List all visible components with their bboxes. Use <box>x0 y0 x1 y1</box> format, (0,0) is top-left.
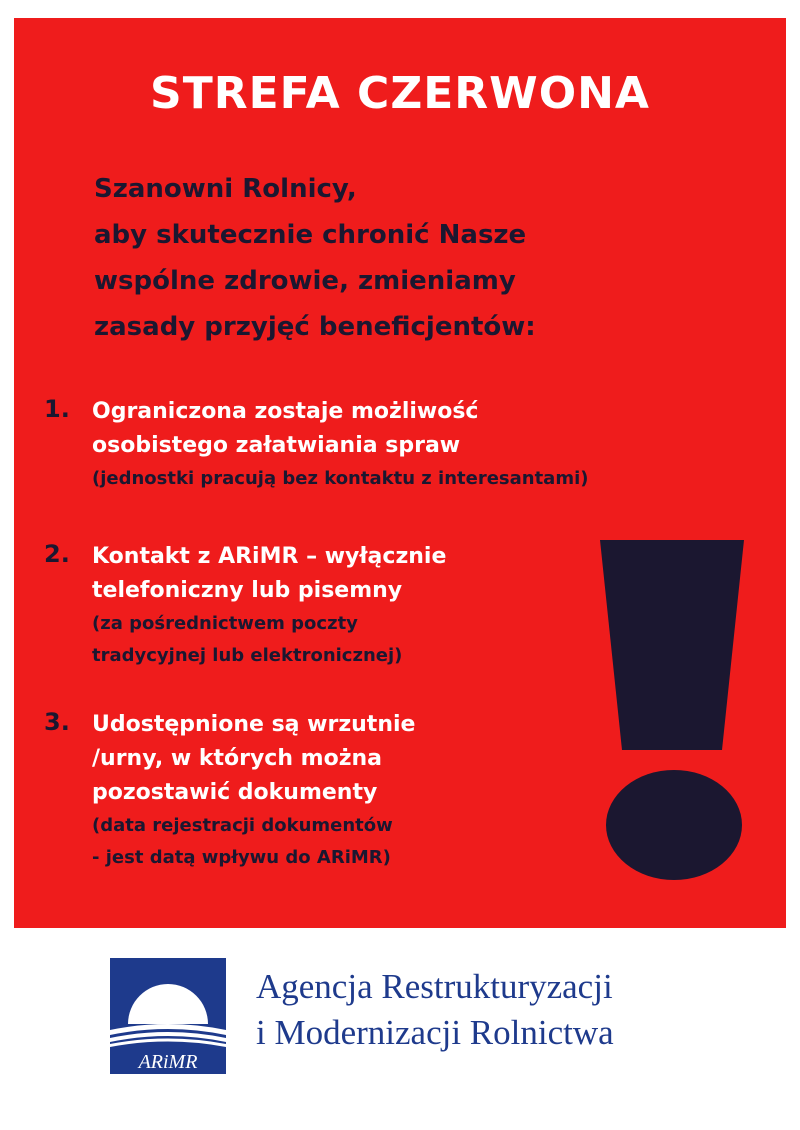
rule-note-line: - jest datą wpływu do ARiMR) <box>92 847 391 868</box>
rule-note-line: (data rejestracji dokumentów <box>92 815 393 836</box>
rule-number: 1. <box>44 395 70 423</box>
red-zone-poster <box>14 18 786 928</box>
rule-main-line: Kontakt z ARiMR – wyłącznie <box>92 544 447 569</box>
exclamation-dot-icon <box>606 770 742 880</box>
rule-number: 3. <box>44 708 70 736</box>
exclamation-mark-icon <box>600 540 744 750</box>
rule-main-line: /urny, w których można <box>92 746 383 771</box>
rule-main-line: Ograniczona zostaje możliwość <box>92 399 479 424</box>
rule-note-line: (za pośrednictwem poczty <box>92 613 358 634</box>
intro-line: zasady przyjęć beneficjentów: <box>94 312 536 342</box>
agency-footer <box>110 958 710 1078</box>
rule-number: 2. <box>44 540 70 568</box>
rule-main-line: Udostępnione są wrzutnie <box>92 712 416 737</box>
intro-line: Szanowni Rolnicy, <box>94 174 357 204</box>
agency-name-line: Agencja Restrukturyzacji <box>256 967 613 1006</box>
rule-note-line: tradycyjnej lub elektronicznej) <box>92 645 403 666</box>
rule-note-line: (jednostki pracują bez kontaktu z interesantami) <box>92 468 589 489</box>
agency-name <box>256 964 614 1056</box>
agency-name-line: i Modernizacji Rolnictwa <box>256 1013 614 1052</box>
intro-line: wspólne zdrowie, zmieniamy <box>94 266 516 296</box>
arimr-logo <box>110 958 226 1074</box>
intro-line: aby skutecznie chronić Nasze <box>94 220 527 250</box>
poster-title: STREFA CZERWONA <box>150 68 650 119</box>
rule-main-line: pozostawić dokumenty <box>92 780 378 805</box>
intro-paragraph <box>94 166 714 350</box>
logo-text: ARiMR <box>138 1051 198 1073</box>
rule-main-line: osobistego załatwiania spraw <box>92 433 461 458</box>
rule-main-line: telefoniczny lub pisemny <box>92 578 403 603</box>
